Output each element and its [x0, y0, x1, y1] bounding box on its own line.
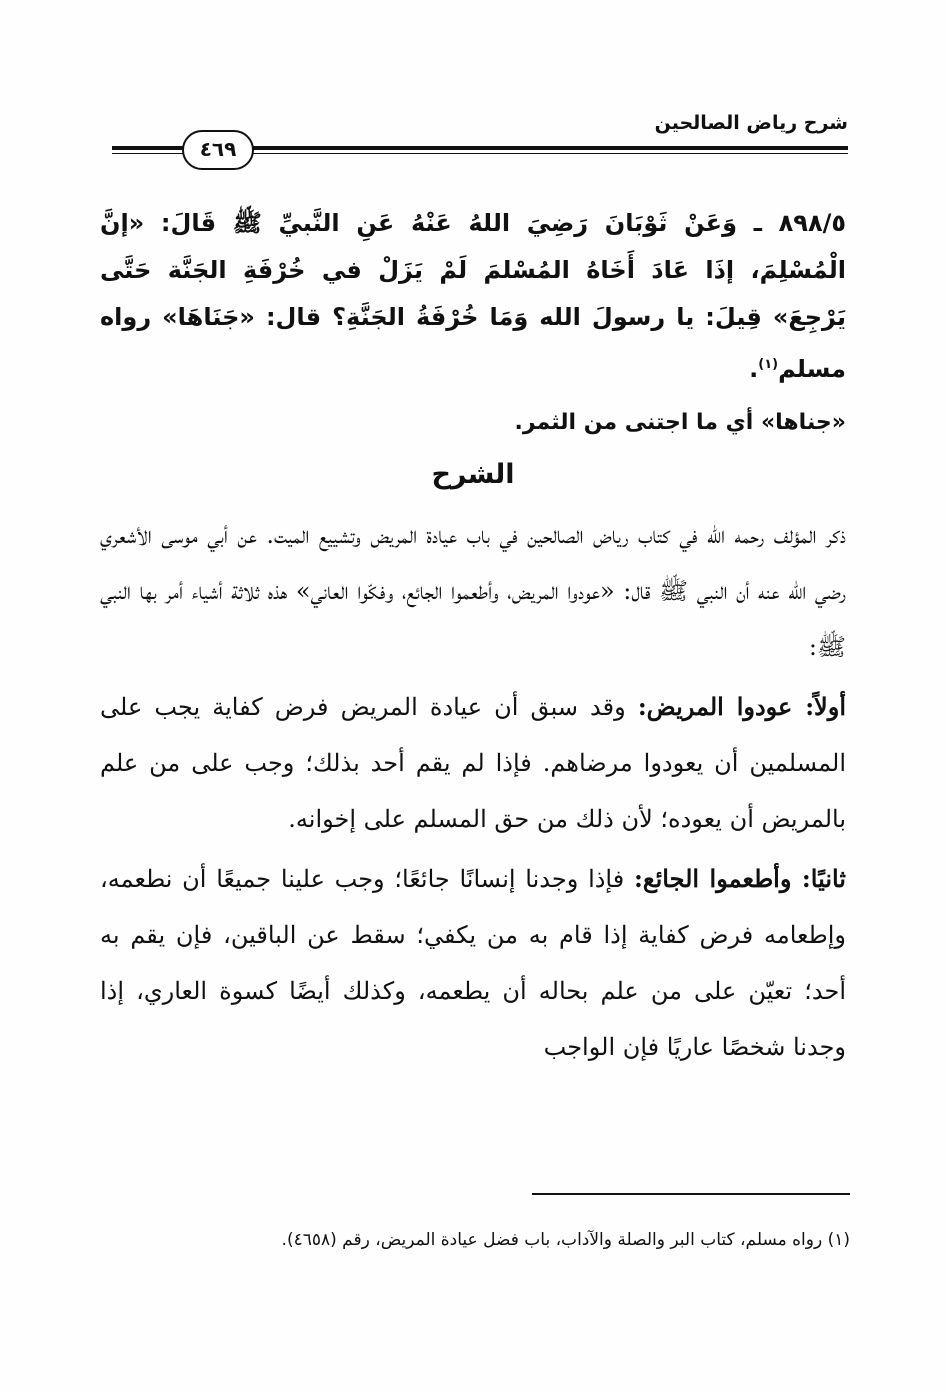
- page-number: ٤٦٩: [182, 130, 254, 170]
- footnote: (١) رواه مسلم، كتاب البر والصلة والآداب، باب فضل عيادة المريض، رقم (٤٦٥٨).: [281, 1230, 850, 1250]
- point-two-text: فإذا وجدنا إنسانًا جائعًا؛ وجب علينا جميعًا أن نطعمه، وإطعامه فرض كفاية إذا قام به من يكفي؛ سقط عن الباقين، فإن يقم به أحد؛ تعيّن على من علم بحاله أن يطعمه، وكذلك أيضًا كسوة العاري، إذا وجدنا شخصًا عاريًا فإن الواجب: [100, 865, 846, 1061]
- point-one-heading: أولاً: عودوا المريض:: [637, 692, 846, 721]
- commentary-paragraph-2: [100, 679, 846, 847]
- running-title: شرح رياض الصالحين: [654, 112, 848, 134]
- commentary-paragraph-3: [100, 851, 846, 1075]
- hadith-text: ٨٩٨/٥ ـ وَعَنْ ثَوْبَانَ رَضِيَ اللهُ عَنْهُ عَنِ النَّبيِّ ﷺ قَالَ: «إنَّ الْمُسْلِمَ، إذَا عَادَ أَخَاهُ المُسْلمَ لَمْ يَزَلْ في خُرْفَةِ الجَنَّة حَتَّى يَرْجِعَ» قِيلَ: يا رسولَ الله وَمَا خُرْفَةُ الجَنَّةِ؟ قال: «جَنَاهَا» رواه مسلم$^{(١)}$.: [100, 209, 846, 383]
- footnote-marker: (١): [758, 357, 779, 372]
- hadith-body: ٨٩٨/٥ ـ وَعَنْ ثَوْبَانَ رَضِيَ اللهُ عَنْهُ عَنِ النَّبيِّ ﷺ قَالَ: «إنَّ الْمُسْلِمَ، إذَا عَادَ أَخَاهُ المُسْلمَ لَمْ يَزَلْ في خُرْفَةِ الجَنَّة حَتَّى يَرْجِعَ» قِيلَ: يا رسولَ الله وَمَا خُرْفَةُ الجَنَّةِ؟ قال: «جَنَاهَا» رواه مسلم: [100, 209, 846, 383]
- point-one-text: وقد سبق أن عيادة المريض فرض كفاية يجب على المسلمين أن يعودوا مرضاهم. فإذا لم يقم أحد بذلك؛ وجب على من علم بالمريض أن يعوده؛ لأن ذلك من حق المسلم على إخوانه.: [100, 693, 846, 833]
- page-header: [112, 108, 848, 168]
- gloss-note: «جناها» أي ما اجتنى من الثمر.: [514, 410, 846, 435]
- page-content: [100, 200, 846, 1079]
- footnote-separator: [532, 1193, 850, 1195]
- point-two-heading: ثانيًا: وأطعموا الجائع:: [633, 864, 846, 893]
- section-heading: الشرح: [431, 459, 515, 490]
- commentary-paragraph-1: ذكر المؤلف رحمه الله في كتاب رياض الصالحين في باب عيادة المريض وتشييع الميت. عن أبي موسى الأشعري رضي الله عنه أن النبي ﷺ قال: «عودوا المريض، وأطعموا الجائع، وفكّوا العاني» هذه ثلاثة أشياء أمر بها النبي ﷺ:: [100, 521, 846, 661]
